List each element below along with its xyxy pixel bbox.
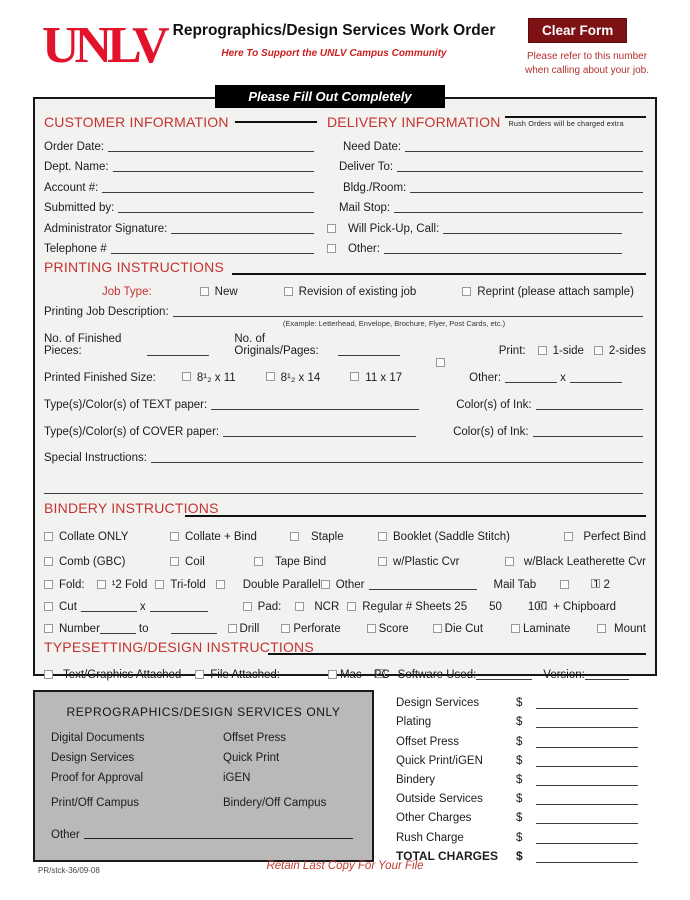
pickup-field[interactable] <box>443 233 622 234</box>
double-parallel-checkbox[interactable] <box>216 580 225 589</box>
comb-label: Comb (GBC) <box>59 556 126 568</box>
need-date-row <box>327 133 646 154</box>
office-quick-print: Quick Print <box>223 752 280 764</box>
bindery-row-1 <box>44 519 646 544</box>
fold-checkbox[interactable] <box>44 580 53 589</box>
die-cut-label: Die Cut <box>444 623 484 635</box>
charge-quickprint-currency: $ <box>516 754 523 767</box>
leatherette-checkbox[interactable] <box>505 557 514 566</box>
typesetting-row <box>44 657 646 682</box>
pad-label: Pad: <box>257 601 282 613</box>
fold-other-checkbox[interactable] <box>321 580 330 589</box>
drill-label: Drill <box>239 623 260 635</box>
mail-tab-checkbox[interactable] <box>560 580 569 589</box>
job-type-new-checkbox[interactable] <box>200 287 209 296</box>
booklet-checkbox[interactable] <box>378 532 387 541</box>
perfect-bind-label: Perfect Bind <box>583 531 646 543</box>
perforate-checkbox[interactable] <box>281 624 290 633</box>
account-field[interactable] <box>102 192 314 193</box>
staple-label: Staple <box>311 531 344 543</box>
tagline: Here To Support the UNLV Campus Community <box>221 48 447 59</box>
perforate-label: Perforate <box>293 623 341 635</box>
fold-other-field[interactable] <box>369 589 477 590</box>
drill-checkbox[interactable] <box>228 624 237 633</box>
tape-bind-label: Tape Bind <box>275 556 327 568</box>
size-other-w-field[interactable] <box>505 382 557 383</box>
print-2sides-label: 2-sides <box>608 345 646 357</box>
special-instructions-row <box>44 439 646 465</box>
charge-other-label: Other Charges <box>396 812 472 825</box>
account-row <box>44 174 317 195</box>
office-row-2 <box>51 752 356 772</box>
job-type-reprint-label: Reprint (please attach sample) <box>477 286 634 298</box>
job-type-reprint-checkbox[interactable] <box>462 287 471 296</box>
collate-bind-checkbox[interactable] <box>170 532 179 541</box>
charge-row-plating <box>396 711 641 730</box>
size-8511-checkbox[interactable] <box>182 372 191 381</box>
refer-note-line1: Please refer to this number <box>526 51 648 62</box>
fold-row <box>44 569 646 592</box>
charge-other-currency: $ <box>516 812 523 825</box>
text-paper-row <box>44 385 646 412</box>
special-instructions-field2[interactable] <box>44 493 643 494</box>
job-type-revision-checkbox[interactable] <box>284 287 293 296</box>
office-use-heading: REPROGRAPHICS/DESIGN SERVICES ONLY <box>66 705 341 719</box>
telephone-field[interactable] <box>111 253 314 254</box>
mail-tab-2-label: 2 <box>603 579 610 591</box>
cut-x-label: x <box>139 601 146 613</box>
finished-size-row <box>44 358 646 385</box>
version-field[interactable] <box>585 679 629 680</box>
collate-bind-label: Collate + Bind <box>185 531 257 543</box>
delivery-other-field[interactable] <box>384 253 622 254</box>
score-checkbox[interactable] <box>367 624 376 633</box>
size-1117-label: 11 x 17 <box>365 372 403 384</box>
version-label: Version: <box>543 669 585 681</box>
charge-row-rush <box>396 826 641 845</box>
office-offset-press: Offset Press <box>223 732 287 744</box>
size-8514-label: 8¹₂ x 14 <box>280 372 321 384</box>
pad-checkbox[interactable] <box>243 602 252 611</box>
office-proof-approval: Proof for Approval <box>51 772 144 784</box>
special-instructions-label: Special Instructions: <box>44 452 147 464</box>
order-date-row <box>44 133 317 154</box>
ink1-label: Color(s) of Ink: <box>456 399 532 411</box>
file-attached-checkbox[interactable] <box>195 670 204 679</box>
cover-paper-field[interactable] <box>223 436 416 437</box>
form-code: PR/stck-36/09-08 <box>38 866 100 875</box>
charge-design-label: Design Services <box>396 697 480 710</box>
cover-paper-row <box>44 412 646 439</box>
charge-rush-currency: $ <box>516 831 523 844</box>
text-paper-label: Type(s)/Color(s) of TEXT paper: <box>44 399 208 411</box>
ink1-field[interactable] <box>536 409 643 410</box>
charge-quickprint-field[interactable] <box>536 766 638 767</box>
pc-label: PC <box>373 669 390 681</box>
number-label: Number <box>59 623 100 635</box>
delivery-other-label: Other: <box>347 243 380 255</box>
delivery-heading-line-wrap <box>505 116 646 128</box>
bindery-row-2 <box>44 544 646 569</box>
refer-note <box>498 50 676 78</box>
fill-out-banner: Please Fill Out Completely <box>215 85 445 108</box>
admin-signature-field[interactable] <box>171 233 314 234</box>
number-checkbox[interactable] <box>44 624 53 633</box>
mail-tab-1-label: 1 <box>593 579 600 591</box>
tri-fold-checkbox[interactable] <box>155 580 164 589</box>
unlv-logo: UNLV <box>42 17 165 74</box>
job-description-field[interactable] <box>173 316 643 317</box>
delivery-heading: DELIVERY INFORMATION <box>326 114 501 130</box>
plastic-cvr-label: w/Plastic Cvr <box>393 556 460 568</box>
mail-tab-1-checkbox[interactable] <box>591 579 600 588</box>
perfect-bind-checkbox[interactable] <box>564 532 573 541</box>
charge-plating-field[interactable] <box>536 727 638 728</box>
mac-label: Mac <box>339 669 362 681</box>
charge-outside-currency: $ <box>516 793 523 806</box>
main-form-box <box>33 97 657 681</box>
total-charges-label: TOTAL CHARGES <box>396 848 499 863</box>
typesetting-heading-line <box>268 653 646 655</box>
dept-name-field[interactable] <box>113 171 314 172</box>
charge-design-currency: $ <box>516 697 523 710</box>
deliver-to-label: Deliver To: <box>338 161 394 173</box>
charge-outside-label: Outside Services <box>396 793 483 806</box>
ncr-label: NCR <box>314 601 340 613</box>
job-type-revision-label: Revision of existing job <box>298 286 417 298</box>
office-other-row <box>51 817 356 841</box>
size-other-label: Other: <box>469 372 502 384</box>
charges-section <box>396 690 657 865</box>
customer-heading-line <box>235 121 317 123</box>
printing-heading-line <box>232 273 646 275</box>
customer-section <box>44 111 327 256</box>
dept-name-row <box>44 154 317 175</box>
job-description-label: Printing Job Description: <box>44 306 169 318</box>
size-1117-checkbox[interactable] <box>350 372 359 381</box>
finished-pieces-field[interactable] <box>147 355 209 356</box>
sheets-100-label: 100 <box>527 601 548 613</box>
charge-plating-currency: $ <box>516 716 523 729</box>
fold-label: Fold: <box>59 579 85 591</box>
regular-sheets-label: Regular # Sheets 25 <box>362 601 468 613</box>
charge-plating-label: Plating <box>396 716 432 729</box>
bindery-heading: BINDERY INSTRUCTIONS <box>44 499 219 516</box>
clear-form-button[interactable]: Clear Form <box>528 18 627 43</box>
deliver-to-field[interactable] <box>397 171 643 172</box>
sheets-100-checkbox[interactable] <box>538 601 547 610</box>
customer-heading-row <box>44 111 317 133</box>
cut-h-field[interactable] <box>150 611 208 612</box>
total-charges-currency: $ <box>516 848 523 863</box>
charge-offset-currency: $ <box>516 735 523 748</box>
admin-signature-label: Administrator Signature: <box>44 222 168 235</box>
plastic-cvr-checkbox[interactable] <box>378 557 387 566</box>
order-date-field[interactable] <box>108 151 314 152</box>
cut-checkbox[interactable] <box>44 602 53 611</box>
coil-label: Coil <box>185 556 205 568</box>
half-fold-checkbox[interactable] <box>97 580 106 589</box>
size-x-label: x <box>560 372 566 384</box>
charge-row-outside <box>396 788 641 807</box>
file-attached-label: File Attached: <box>210 669 280 681</box>
mail-stop-field[interactable] <box>394 212 643 213</box>
charge-offset-field[interactable] <box>536 747 638 748</box>
booklet-label: Booklet (Saddle Stitch) <box>393 531 510 543</box>
charge-row-design <box>396 692 641 711</box>
charge-offset-label: Offset Press <box>396 735 460 748</box>
staple-checkbox[interactable] <box>290 532 299 541</box>
submitted-by-field[interactable] <box>118 212 314 213</box>
office-other-label: Other <box>51 829 80 841</box>
ncr-checkbox[interactable] <box>295 602 304 611</box>
size-8514-checkbox[interactable] <box>266 372 275 381</box>
delivery-other-row <box>327 236 646 257</box>
rush-note: Rush Orders will be charged extra <box>508 119 624 128</box>
job-type-row <box>44 277 646 299</box>
job-description-row <box>44 299 646 319</box>
deliver-to-row <box>327 154 646 175</box>
cut-label: Cut <box>59 601 77 613</box>
half-fold-label: ¹2 Fold <box>111 579 148 591</box>
chipboard-label: + Chipboard <box>553 601 617 613</box>
originals-field[interactable] <box>338 355 400 356</box>
office-row-4 <box>51 797 356 817</box>
regular-sheets-checkbox[interactable] <box>347 602 356 611</box>
laminate-label: Laminate <box>523 623 571 635</box>
charge-row-bindery <box>396 769 641 788</box>
delivery-heading-row <box>327 111 646 133</box>
bindery-heading-row <box>44 496 646 519</box>
mount-label: Mount <box>614 623 646 635</box>
mac-checkbox[interactable] <box>328 670 337 679</box>
job-type-new-label: New <box>214 286 238 298</box>
charge-rush-field[interactable] <box>536 843 638 844</box>
office-design-services: Design Services <box>51 752 135 764</box>
size-other-h-field[interactable] <box>570 382 622 383</box>
software-used-field[interactable] <box>476 679 532 680</box>
special-instructions-row2 <box>44 465 646 496</box>
cut-w-field[interactable] <box>81 611 137 612</box>
collate-only-label: Collate ONLY <box>59 531 129 543</box>
print-1side-label: 1-side <box>552 345 584 357</box>
charge-row-other <box>396 807 641 826</box>
coil-checkbox[interactable] <box>170 557 179 566</box>
office-row-1 <box>51 732 356 752</box>
bldg-room-field[interactable] <box>410 192 643 193</box>
charge-bindery-label: Bindery <box>396 773 435 786</box>
die-cut-checkbox[interactable] <box>433 624 442 633</box>
ink2-field[interactable] <box>533 436 643 437</box>
account-label: Account #: <box>44 181 99 194</box>
delivery-other-checkbox[interactable] <box>327 244 336 253</box>
office-bindery-off-campus: Bindery/Off Campus <box>223 797 327 809</box>
admin-signature-row <box>44 215 317 236</box>
refer-note-line2: when calling about your job. <box>525 65 649 76</box>
office-use-box <box>33 690 374 862</box>
bottom-section <box>33 690 657 865</box>
submitted-by-label: Submitted by: <box>44 202 115 214</box>
delivery-section <box>327 111 646 256</box>
pickup-checkbox[interactable] <box>327 224 336 233</box>
printing-heading: PRINTING INSTRUCTIONS <box>44 258 224 275</box>
mount-checkbox[interactable] <box>597 624 606 633</box>
typesetting-heading: TYPESETTING/DESIGN INSTRUCTIONS <box>44 638 314 655</box>
number-to-label: to <box>138 623 149 635</box>
need-date-label: Need Date: <box>342 140 402 153</box>
office-other-field[interactable] <box>84 838 353 839</box>
charge-bindery-field[interactable] <box>536 785 638 786</box>
size-other-checkbox[interactable] <box>436 358 445 367</box>
typesetting-heading-row <box>44 636 646 657</box>
number-to-field[interactable] <box>171 633 217 634</box>
print-2sides-checkbox[interactable] <box>594 346 603 355</box>
text-graphics-checkbox[interactable] <box>44 670 53 679</box>
comb-checkbox[interactable] <box>44 557 53 566</box>
charge-row-offset <box>396 730 641 749</box>
order-date-label: Order Date: <box>44 140 105 153</box>
office-print-off-campus: Print/Off Campus <box>51 797 139 809</box>
submitted-by-row <box>44 195 317 216</box>
fold-other-label: Other <box>335 579 365 591</box>
cover-paper-label: Type(s)/Color(s) of COVER paper: <box>44 426 220 438</box>
customer-heading: CUSTOMER INFORMATION <box>44 114 229 130</box>
charge-other-field[interactable] <box>536 823 638 824</box>
telephone-row <box>44 236 317 257</box>
charge-row-quickprint <box>396 750 641 769</box>
tape-bind-checkbox[interactable] <box>254 557 263 566</box>
print-label: Print: <box>498 345 526 357</box>
need-date-field[interactable] <box>405 151 643 152</box>
number-row <box>44 614 646 636</box>
finished-pieces-label: No. of Finished Pieces: <box>44 333 122 357</box>
office-row-3 <box>51 772 356 792</box>
charge-outside-field[interactable] <box>536 804 638 805</box>
mail-stop-label: Mail Stop: <box>338 202 391 214</box>
finished-size-label: Printed Finished Size: <box>44 372 156 384</box>
size-8511-label: 8¹₂ x 11 <box>196 372 236 384</box>
bindery-heading-line <box>185 515 646 517</box>
sheets-50-label: 50 <box>489 601 502 613</box>
telephone-label: Telephone # <box>44 243 107 255</box>
pickup-row <box>327 215 646 236</box>
job-type-label: Job Type: <box>102 286 152 298</box>
text-graphics-label: Text/Graphics Attached <box>63 669 182 681</box>
collate-only-checkbox[interactable] <box>44 532 53 541</box>
software-used-label: Software Used: <box>397 669 477 681</box>
tri-fold-label: Tri-fold <box>170 579 206 591</box>
special-instructions-field[interactable] <box>151 462 643 463</box>
double-parallel-label: Double Parallel <box>242 579 321 591</box>
cut-row <box>44 592 646 614</box>
pieces-row <box>44 332 646 358</box>
pickup-label: Will Pick-Up, Call: <box>347 222 440 235</box>
charge-quickprint-label: Quick Print/iGEN <box>396 754 483 767</box>
print-1side-checkbox[interactable] <box>538 346 547 355</box>
laminate-checkbox[interactable] <box>511 624 520 633</box>
originals-label: No. of Originals/Pages: <box>234 333 319 357</box>
header-title-block <box>158 22 510 59</box>
text-paper-field[interactable] <box>211 409 419 410</box>
leatherette-label: w/Black Leatherette Cvr <box>523 556 646 568</box>
charge-design-field[interactable] <box>536 708 638 709</box>
job-description-hint: (Example: Letterhead, Envelope, Brochure, Flyer, Post Cards, etc.) <box>282 319 506 328</box>
dept-name-label: Dept. Name: <box>44 161 109 173</box>
office-igen: iGEN <box>223 772 251 784</box>
page-title: Reprographics/Design Services Work Order <box>172 22 496 39</box>
top-columns <box>44 111 646 256</box>
charge-bindery-currency: $ <box>516 773 523 786</box>
score-label: Score <box>378 623 409 635</box>
ink2-label: Color(s) of Ink: <box>453 426 529 438</box>
number-from-field[interactable] <box>100 633 136 634</box>
retain-note: Retain Last Copy For Your File <box>266 860 424 872</box>
bldg-room-row <box>327 174 646 195</box>
office-digital-documents: Digital Documents <box>51 732 145 744</box>
bldg-room-label: Bldg./Room: <box>342 181 407 194</box>
printing-heading-row <box>44 256 646 277</box>
charge-rush-label: Rush Charge <box>396 831 464 844</box>
mail-stop-row <box>327 195 646 216</box>
mail-tab-label: Mail Tab <box>493 579 537 591</box>
